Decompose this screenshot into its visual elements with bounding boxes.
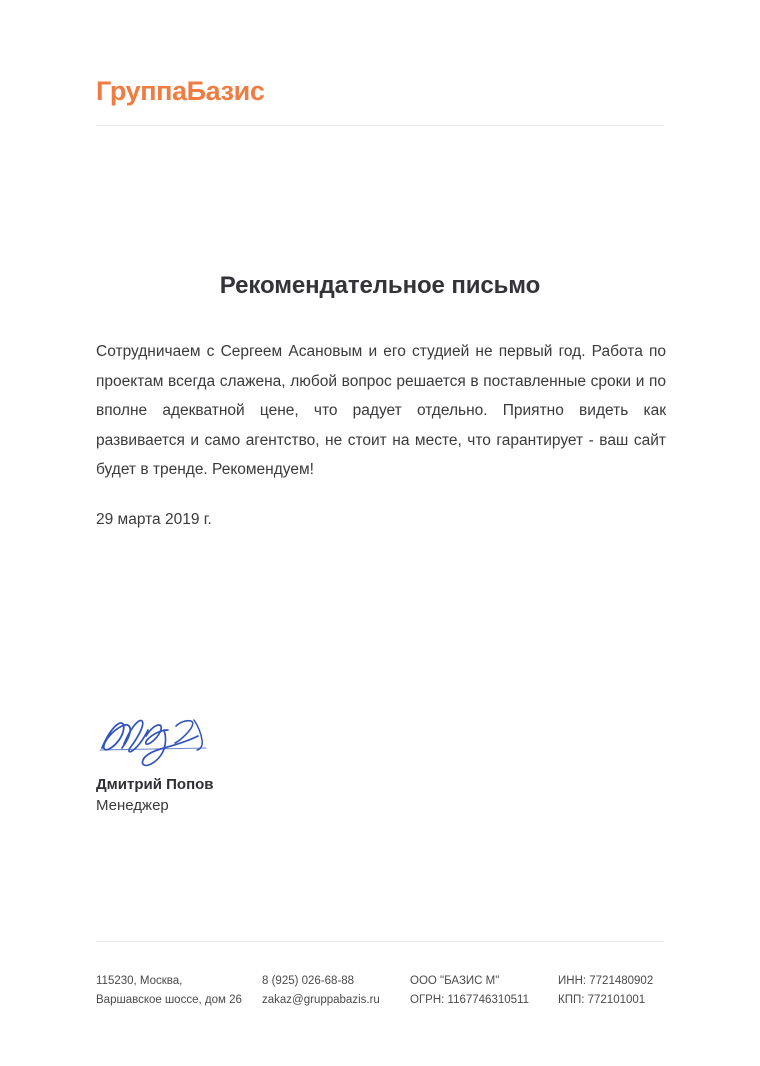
footer-address-line-1: 115230, Москва,	[96, 975, 183, 987]
footer-inn: ИНН: 7721480902	[558, 975, 654, 987]
header-divider	[96, 125, 664, 126]
footer-column-tax-ids	[558, 972, 653, 1010]
footer-column-entity	[410, 972, 529, 1010]
footer	[96, 972, 664, 1012]
letter-date: 29 марта 2019 г.	[96, 511, 212, 528]
footer-column-address	[96, 972, 242, 1010]
footer-company-name: ООО "БАЗИС М"	[410, 975, 500, 987]
letter-body	[96, 337, 666, 485]
page-title: Рекомендательное письмо	[219, 272, 541, 299]
footer-kpp: КПП: 772101001	[558, 994, 646, 1006]
footer-email[interactable]: zakaz@gruppabazis.ru	[262, 994, 380, 1006]
handwritten-signature-icon	[98, 714, 228, 770]
footer-divider	[96, 941, 664, 942]
footer-phone[interactable]: 8 (925) 026-68-88	[262, 975, 355, 987]
signature-block	[96, 714, 396, 816]
footer-address-line-2: Варшавское шоссе, дом 26	[96, 994, 242, 1006]
footer-ogrn: ОГРН: 1167746310511	[410, 994, 529, 1006]
letter-body-paragraph: Сотрудничаем с Сергеем Асановым и его студией не первый год. Работа по проектам всегда слажена, любой вопрос решается в поставленные сроки и по вполне адекватной цене, что радует отдельно. Приятно видеть как развивается и само агентство, не стоит на месте, что гарантирует - ваш сайт будет в тренде. Рекомендуем!	[96, 343, 666, 478]
footer-column-contacts	[262, 972, 380, 1010]
signer-role: Менеджер	[96, 797, 169, 814]
company-logo: ГруппаБазис	[96, 76, 265, 106]
signer-name: Дмитрий Попов	[96, 776, 214, 793]
